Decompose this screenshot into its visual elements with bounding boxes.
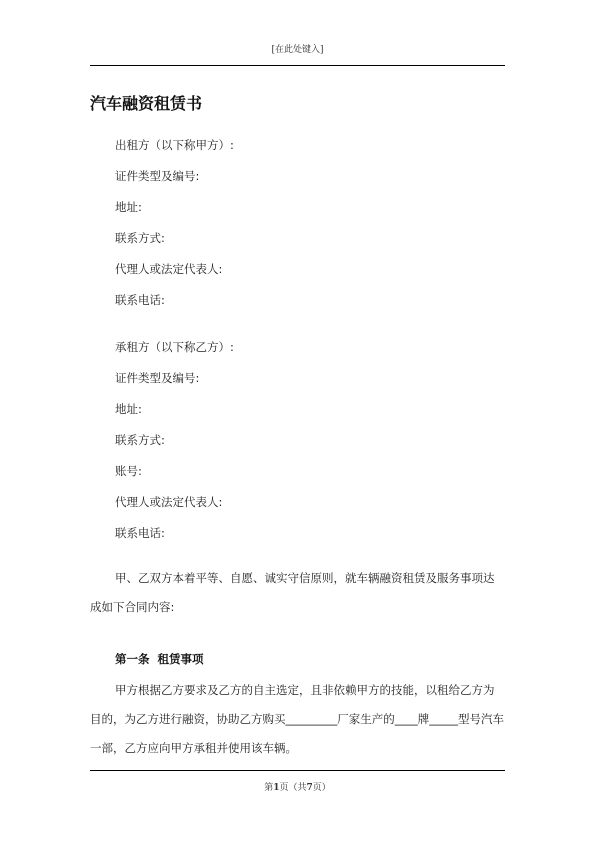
footer-total-pages: 7	[306, 783, 313, 793]
footer-page-number: 1	[273, 783, 280, 793]
footer-suffix: 页）	[312, 783, 331, 793]
footer-divider	[90, 770, 505, 771]
page-footer	[0, 780, 595, 793]
lessee-phone-field: 联系电话:	[115, 526, 165, 540]
lessee-heading: 承租方（以下称乙方）:	[115, 340, 234, 354]
lessee-address-field: 地址:	[115, 402, 142, 416]
footer-middle: 页（共	[279, 783, 307, 793]
lessee-contact-field: 联系方式:	[115, 433, 165, 447]
intro-paragraph: 甲、乙双方本着平等、自愿、诚实守信原则，就车辆融资租赁及服务事项达成如下合同内容:	[90, 571, 495, 614]
article-1-body: 甲方根据乙方要求及乙方的自主选定，且非依赖甲方的技能，以租给乙方为目的，为乙方进行融资，协助乙方购买_________厂家生产的____牌_____型号汽车一部，乙方应向甲方承租并使用该车辆。	[90, 683, 504, 755]
article-1-number: 第一条	[115, 652, 150, 666]
lessor-phone-field: 联系电话:	[115, 293, 165, 307]
lessor-heading: 出租方（以下称甲方）:	[115, 138, 234, 152]
header-divider	[90, 65, 505, 66]
footer-prefix: 第	[264, 783, 274, 793]
document-title: 汽车融资租赁书	[90, 94, 203, 113]
lessor-id-type-field: 证件类型及编号:	[115, 169, 200, 183]
article-1-heading	[115, 651, 204, 667]
article-1-name: 租赁事项	[157, 652, 204, 666]
lessor-address-field: 地址:	[115, 200, 142, 214]
page-header: [在此处键入]	[271, 45, 324, 55]
lessee-account-field: 账号:	[115, 464, 142, 478]
lessor-contact-field: 联系方式:	[115, 231, 165, 245]
lessee-id-type-field: 证件类型及编号:	[115, 371, 200, 385]
lessor-agent-field: 代理人或法定代表人:	[115, 262, 223, 276]
lessee-agent-field: 代理人或法定代表人:	[115, 495, 223, 509]
